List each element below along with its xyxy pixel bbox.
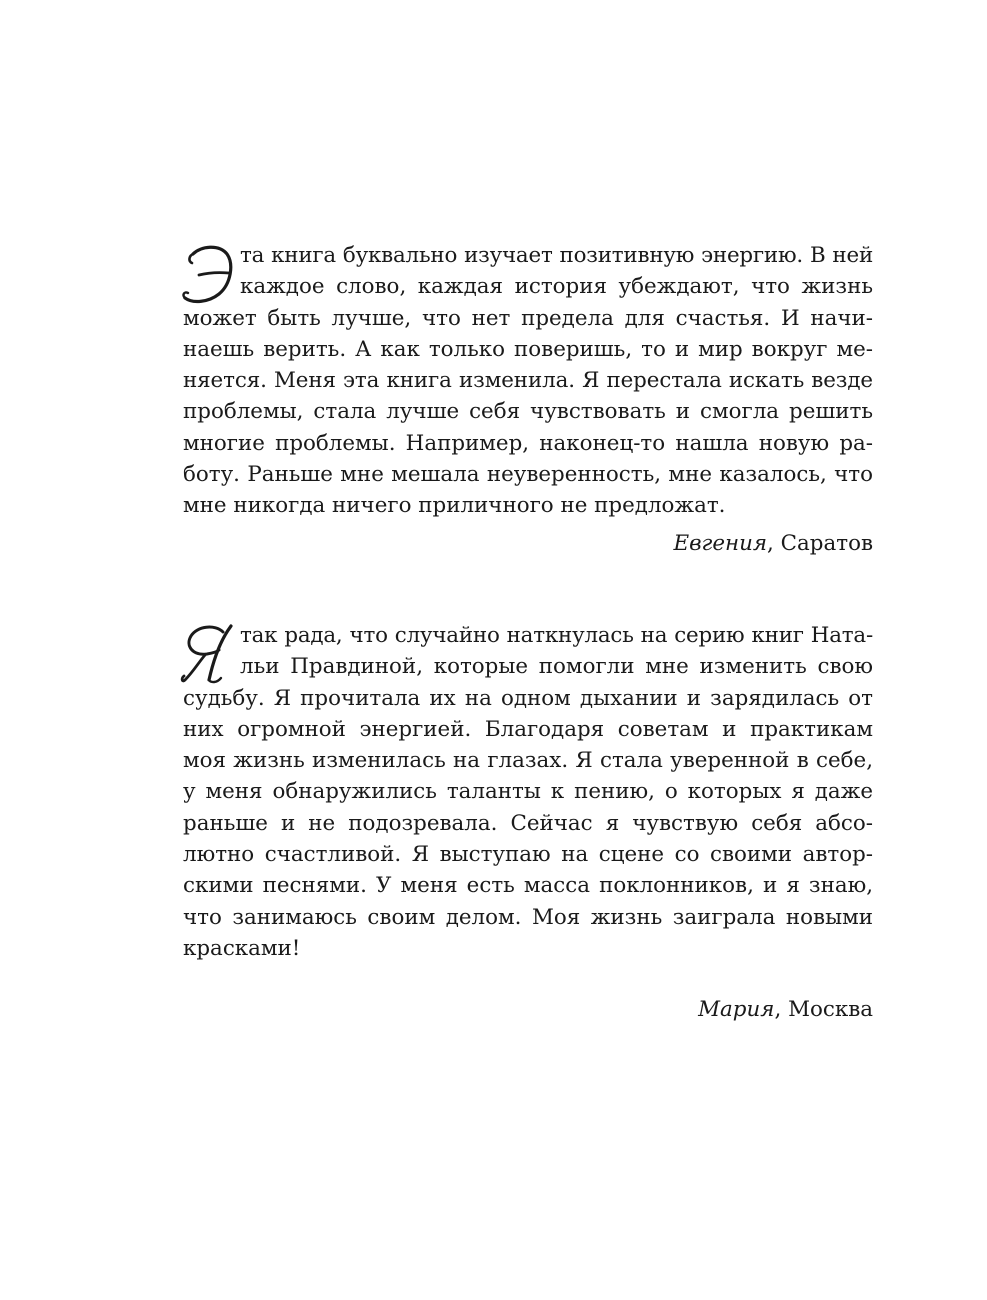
testimonial-maria — [183, 620, 873, 1026]
text-line: наешь верить. А как только поверишь, то и мир вокруг ме- — [183, 336, 873, 362]
author-name: Мария — [698, 997, 775, 1023]
author-city: Москва — [788, 997, 873, 1023]
text-line: что занимаюсь своим делом. Моя жизнь заиграла новыми — [183, 904, 873, 930]
attribution-separator: , — [774, 997, 782, 1023]
text-line: моя жизнь изменилась на глазах. Я стала уверенной в себе, — [183, 748, 873, 774]
script-letter-e-icon — [179, 242, 235, 306]
text-line: многие проблемы. Например, наконец-то нашла новую ра- — [183, 430, 873, 456]
author-name: Евгения — [673, 530, 768, 556]
script-letter-ya-icon — [179, 622, 235, 686]
testimonial-text — [183, 240, 873, 522]
attribution — [183, 528, 873, 559]
attribution-separator: , — [767, 530, 774, 556]
text-line: так рада, что случайно наткнулась на серию книг Ната- — [240, 623, 873, 648]
testimonial-text — [183, 620, 873, 964]
text-line: проблемы, стала лучше себя чувствовать и смогла решить — [183, 399, 873, 425]
text-line: лютно счастливой. Я выступаю на сцене со своими автор- — [183, 842, 873, 868]
text-line: мне никогда ничего приличного не предложат. — [183, 493, 726, 519]
text-line: льи Правдиной, которые помогли мне изменить свою — [240, 654, 873, 680]
text-line: судьбу. Я прочитала их на одном дыхании и зарядилась от — [183, 685, 873, 711]
text-line: них огромной энергией. Благодаря советам и практикам — [183, 716, 873, 742]
text-line: та книга буквально изучает позитивную энергию. В ней — [240, 243, 873, 268]
attribution — [183, 994, 873, 1025]
text-line: раньше и не подозревала. Сейчас я чувствую себя абсо- — [183, 810, 873, 836]
testimonial-evgenia — [183, 240, 873, 559]
text-line: может быть лучше, что нет предела для счастья. И начи- — [183, 305, 873, 331]
text-line: няется. Меня эта книга изменила. Я перестала искать везде — [183, 368, 873, 394]
author-city: Саратов — [780, 530, 873, 556]
text-line: скими песнями. У меня есть масса поклонников, и я знаю, — [183, 873, 873, 899]
text-line: у меня обнаружились таланты к пению, о которых я даже — [183, 779, 873, 805]
text-line: красками! — [183, 935, 301, 961]
text-line: каждое слово, каждая история убеждают, что жизнь — [240, 274, 873, 300]
text-line: боту. Раньше мне мешала неуверенность, мне казалось, что — [183, 462, 873, 488]
